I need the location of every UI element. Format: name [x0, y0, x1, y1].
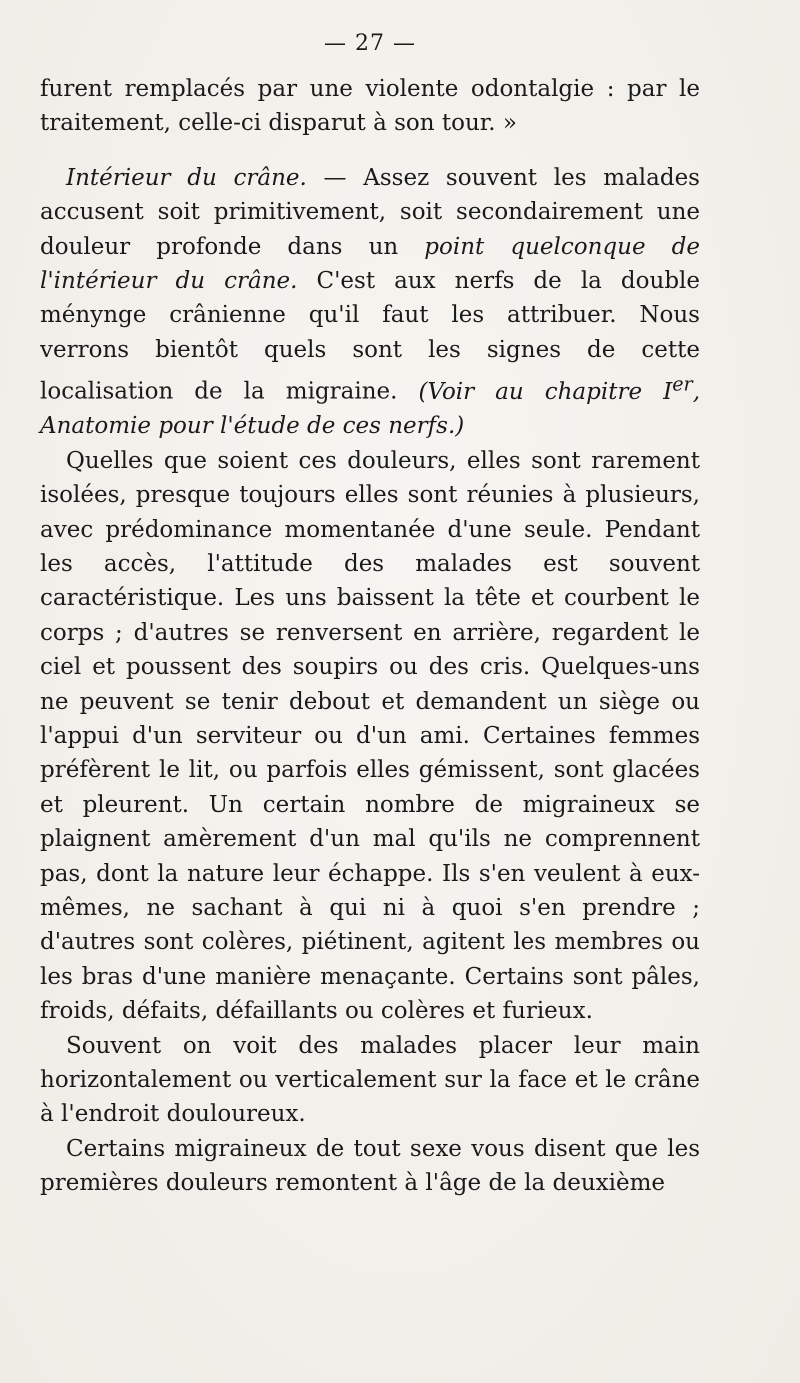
page-number: — 27 — [324, 31, 416, 56]
section-heading: Intérieur du crâne. [66, 164, 307, 191]
paragraph-continuation: furent remplacés par une violente odontalgie : par le traitement, celle-ci disparut à son tour. » [40, 76, 700, 137]
emphasis-text: point quelconque de l'intérieur du crâne. [40, 233, 700, 295]
cross-reference-end: , Anatomie pour l'étude de ces nerfs.) [40, 378, 700, 440]
paragraph-douleurs: Quelles que soient ces douleurs, elles sont rarement isolées, presque toujours elles sont réunies à plusieurs, avec prédominance momentanée d'une seule. Pendant les accès, l'attitude des malades est souvent caractéristique. Les uns baissent la tête et courbent le corps ; d'autres se renversent en arrière, regardent le ciel et poussent des soupirs ou des cris. Quelques-uns ne peuvent se tenir debout et demandent un siège ou l'appui d'un serviteur ou d'un ami. Certaines femmes préfèrent le lit, ou parfois elles gémissent, sont glacées et pleurent. Un certain nombre de migraineux se plaignent amèrement d'un mal qu'ils ne comprennent pas, dont la nature leur échappe. Ils s'en veulent à eux-mêmes, ne sachant à qui ni à quoi s'en prendre ; d'autres sont colères, piétinent, agitent les membres ou les bras d'une manière menaçante. Certains sont pâles, froids, défaits, défaillants ou colères et furieux. [40, 447, 700, 1025]
paragraph-interieur-du-crane [40, 161, 700, 444]
paragraph-main-placee: Souvent on voit des malades placer leur main horizontalement ou verticalement sur la face et le crâne à l'endroit douloureux. [40, 1032, 700, 1128]
paragraph-text: Assez souvent les malades accusent soit primitivement, soit secondairement une douleur profonde dans un [40, 164, 700, 260]
cross-reference-start: (Voir au chapitre I [418, 378, 673, 405]
paragraph-premieres-douleurs: Certains migraineux de tout sexe vous disent que les premières douleurs remontent à l'âge de la deuxième [40, 1135, 700, 1197]
superscript-ordinal: er [672, 372, 693, 396]
paragraph-text: C'est aux nerfs de la double ménynge crânienne qu'il faut les attribuer. Nous verrons bientôt quels sont les signes de cette localisation de la migraine. [40, 268, 701, 405]
heading-dash: — [306, 164, 364, 191]
